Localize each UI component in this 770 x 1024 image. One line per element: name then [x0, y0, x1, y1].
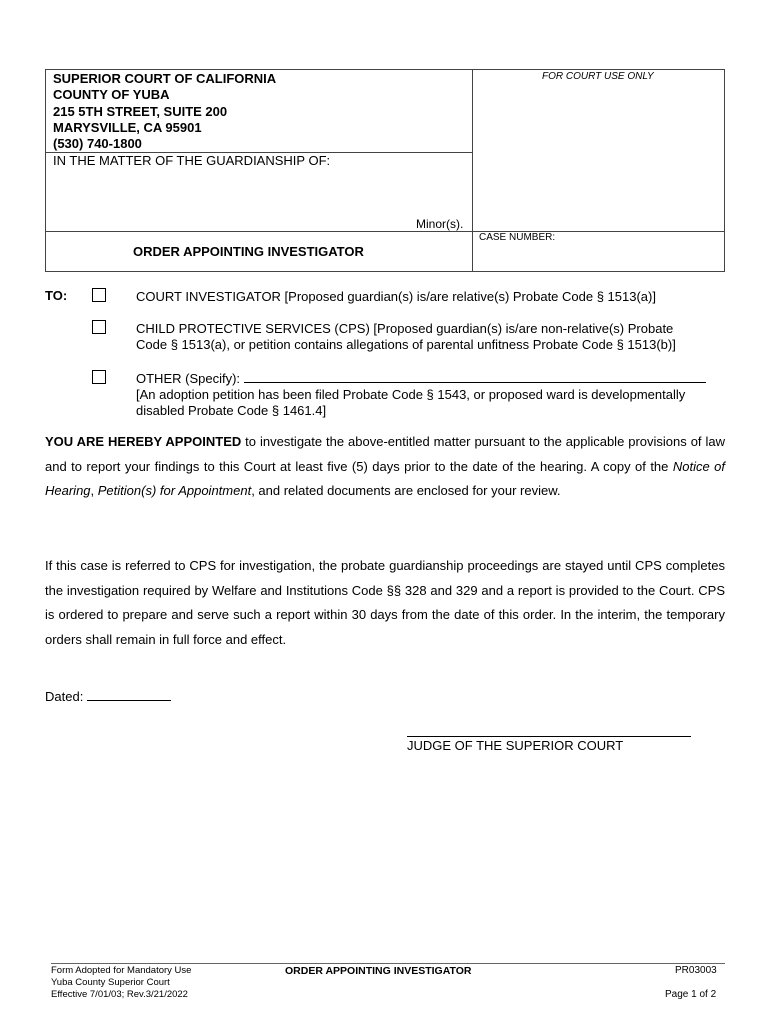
appointment-text-c: , and related documents are enclosed for your review.: [251, 483, 561, 499]
court-city: MARYSVILLE, CA 95901: [53, 119, 202, 135]
option-other-line3: disabled Probate Code § 1461.4]: [136, 403, 327, 418]
case-number-label: CASE NUMBER:: [479, 232, 556, 243]
option-cps-line2: Code § 1513(a), or petition contains allegations of parental unfitness Probate Code § 1513(b)]: [136, 337, 676, 352]
cps-paragraph: If this case is referred to CPS for investigation, the probate guardianship proceedings are stayed until CPS completes the investigation required by Welfare and Institutions Code §§ 328 and 329 and a report is provided to the Court. CPS is ordered to prepare and serve such a report within 30 days from the date of this order. In the interim, the temporary orders shall remain in full force and effect.: [45, 558, 725, 647]
petition-italic: Petition(s) for Appointment: [97, 483, 252, 499]
option-court-investigator: [136, 289, 656, 305]
court-county: COUNTY OF YUBA: [53, 87, 170, 103]
option-other-line2: [An adoption petition has been filed Probate Code § 1543, or proposed ward is developmentally: [136, 387, 686, 402]
caption-divider-vertical: [472, 69, 473, 272]
judge-signature-line[interactable]: [407, 736, 691, 737]
checkbox-cps[interactable]: [92, 320, 106, 334]
checkbox-court-investigator[interactable]: [92, 288, 106, 302]
dated-field[interactable]: [87, 688, 171, 701]
notice-of-hearing-italic: Notice of Hearing: [45, 458, 725, 499]
court-phone: (530) 740-1800: [53, 136, 142, 152]
court-street: 215 5TH STREET, SUITE 200: [53, 103, 228, 119]
appointment-paragraph: [45, 430, 725, 504]
matter-label: IN THE MATTER OF THE GUARDIANSHIP OF:: [53, 153, 331, 168]
dated-label: Dated:: [45, 689, 84, 704]
option-cps-line1: CHILD PROTECTIVE SERVICES (CPS) [Proposed guardian(s) is/are non-relative(s) Probate: [136, 321, 674, 336]
footer-adoption-line2: Yuba County Superior Court: [51, 976, 170, 988]
dated-row: [45, 688, 171, 704]
footer-form-title: ORDER APPOINTING INVESTIGATOR: [285, 965, 472, 977]
checkbox-other[interactable]: [92, 370, 106, 384]
appointment-text-b: ,: [90, 483, 98, 499]
option-other: [136, 370, 706, 419]
court-name: SUPERIOR COURT OF CALIFORNIA: [53, 71, 277, 86]
caption-divider-title: [45, 231, 725, 232]
court-address-block: [53, 71, 276, 152]
judge-label: JUDGE OF THE SUPERIOR COURT: [407, 738, 624, 753]
footer-adoption-info: [51, 965, 191, 1000]
other-specify-field[interactable]: [244, 370, 706, 383]
footer-form-number: PR03003: [675, 965, 717, 976]
to-label: TO:: [45, 288, 68, 303]
appointment-text-a: to investigate the above-entitled matter pursuant to the applicable provisions of law and to report your findings to this Court at least five (5) days prior to the date of the hearing. A copy of the: [45, 434, 725, 474]
minor-label: Minor(s).: [416, 217, 464, 231]
option-other-label: OTHER (Specify):: [136, 371, 241, 386]
footer-page-number: Page 1 of 2: [665, 989, 717, 1000]
footer-rule: [51, 963, 725, 964]
footer-adoption-line3: Effective 7/01/03; Rev.3/21/2022: [51, 988, 188, 1000]
footer-adoption-line1: Form Adopted for Mandatory Use: [51, 965, 192, 976]
order-title: ORDER APPOINTING INVESTIGATOR: [133, 244, 364, 259]
option-other-line1: [136, 370, 706, 387]
court-use-label: FOR COURT USE ONLY: [542, 71, 654, 82]
option-cps: [136, 321, 676, 353]
option-court-investigator-text: COURT INVESTIGATOR [Proposed guardian(s) is/are relative(s) Probate Code § 1513(a)]: [136, 289, 656, 304]
appointed-bold: YOU ARE HEREBY APPOINTED: [45, 434, 242, 449]
